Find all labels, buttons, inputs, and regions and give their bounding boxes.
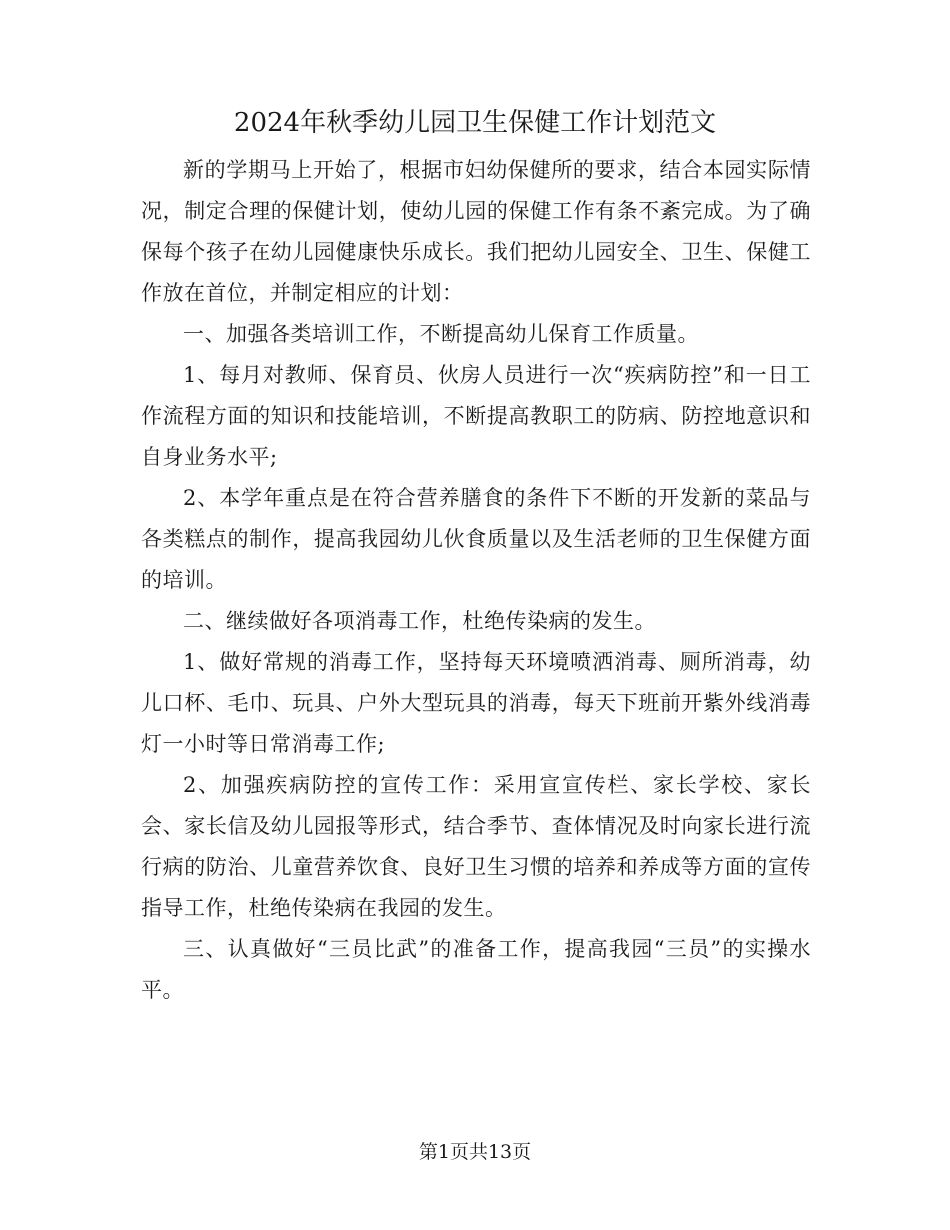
document-title: 2024年秋季幼儿园卫生保健工作计划范文 bbox=[233, 108, 717, 138]
page-footer: 第1页共13页 bbox=[418, 1141, 532, 1163]
paragraph-intro: 新的学期马上开始了，根据市妇幼保健所的要求，结合本园实际情况，制定合理的保健计划，使幼儿园的保健工作有条不紊完成。为了确保每个孩子在幼儿园健康快乐成长。我们把幼儿园安全、卫生、保健工作放在首位，并制定相应的计划： bbox=[141, 158, 811, 305]
paragraph-disinfection-2: 2、加强疾病防控的宣传工作：采用宣宣传栏、家长学校、家长会、家长信及幼儿园报等形式，结合季节、查体情况及时向家长进行流行病的防治、儿童营养饮食、良好卫生习惯的培养和养成等方面的宣传指导工作，杜绝传染病在我园的发生。 bbox=[141, 773, 811, 920]
document-body bbox=[141, 150, 811, 1011]
section-heading-disinfection: 二、继续做好各项消毒工作，杜绝传染病的发生。 bbox=[183, 609, 656, 633]
paragraph-training-2: 2、本学年重点是在符合营养膳食的条件下不断的开发新的菜品与各类糕点的制作，提高我园幼儿伙食质量以及生活老师的卫生保健方面的培训。 bbox=[141, 486, 811, 592]
section-heading-training: 一、加强各类培训工作，不断提高幼儿保育工作质量。 bbox=[183, 322, 699, 346]
paragraph-training-1: 1、每月对教师、保育员、伙房人员进行一次“疾病防控”和一日工作流程方面的知识和技能培训，不断提高教职工的防病、防控地意识和自身业务水平; bbox=[141, 363, 811, 469]
section-heading-competition: 三、认真做好“三员比武”的准备工作，提高我园“三员”的实操水平。 bbox=[141, 937, 811, 1002]
paragraph-disinfection-1: 1、做好常规的消毒工作，坚持每天环境喷洒消毒、厕所消毒，幼儿口杯、毛巾、玩具、户外大型玩具的消毒，每天下班前开紫外线消毒灯一小时等日常消毒工作; bbox=[141, 650, 811, 756]
